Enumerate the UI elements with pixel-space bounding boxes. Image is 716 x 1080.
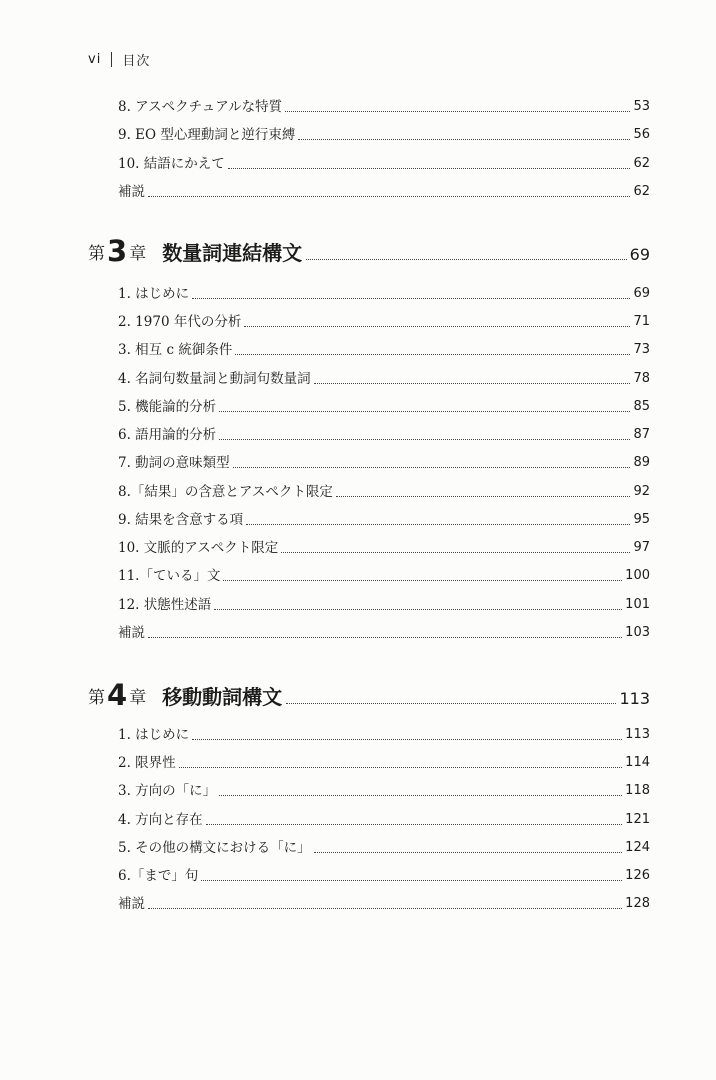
dot-leader: [206, 823, 623, 825]
toc-entry-title: 8.「結果」の含意とアスペクト限定: [118, 484, 333, 500]
dot-leader: [306, 258, 626, 260]
dot-leader: [298, 138, 630, 140]
toc-entry-title: 1. はじめに: [118, 286, 190, 302]
toc-entry-title: 補説: [118, 184, 145, 200]
toc-entry-title: 補説: [118, 896, 145, 912]
toc-entry-page: 126: [625, 868, 650, 883]
toc-entry-title: 10. 結語にかえて: [118, 156, 225, 172]
toc-entry-page: 114: [625, 755, 650, 770]
chapter-number: 4: [107, 678, 128, 712]
toc-entry-title: 2. 1970 年代の分析: [118, 314, 242, 330]
toc-entry-page: 113: [625, 727, 650, 742]
toc-entry[interactable]: [118, 307, 650, 331]
dot-leader: [148, 636, 622, 638]
toc-entry[interactable]: [118, 776, 650, 800]
dot-leader: [201, 879, 622, 881]
toc-entry[interactable]: [118, 618, 650, 642]
toc-entry[interactable]: [118, 748, 650, 772]
dot-leader: [235, 353, 630, 355]
toc-entry-page: 100: [625, 568, 650, 583]
toc-entry-title: 7. 動詞の意味類型: [118, 455, 230, 471]
dot-leader: [336, 495, 631, 497]
toc-entry[interactable]: [118, 92, 650, 116]
toc-entry-title: 10. 文脈的アスペクト限定: [118, 540, 279, 556]
chapter-number: 3: [107, 234, 128, 268]
chapter-suffix: 章: [129, 244, 147, 264]
dot-leader: [148, 907, 622, 909]
toc-entry-page: 92: [633, 484, 650, 499]
toc-entry[interactable]: [118, 861, 650, 885]
dot-leader: [314, 851, 623, 853]
toc-entry-page: 128: [625, 896, 650, 911]
toc-entry-page: 97: [633, 540, 650, 555]
toc-entry-page: 56: [633, 127, 650, 142]
dot-leader: [244, 325, 630, 327]
toc-entry-page: 95: [633, 512, 650, 527]
toc-entry-page: 69: [633, 286, 650, 301]
toc-entry-title: 3. 方向の「に」: [118, 783, 217, 799]
toc-entry[interactable]: [118, 533, 650, 557]
toc-entry[interactable]: [118, 420, 650, 444]
header-page-number: vi: [88, 52, 102, 67]
toc-entry[interactable]: [118, 279, 650, 303]
dot-leader: [314, 382, 631, 384]
chapter-page: 113: [619, 689, 650, 708]
dot-leader: [148, 195, 630, 197]
toc-entry-page: 78: [633, 371, 650, 386]
dot-leader: [219, 438, 630, 440]
toc-entry-title: 6. 語用論的分析: [118, 427, 217, 443]
toc-entry[interactable]: [118, 364, 650, 388]
toc-entry-title: 8. アスペクチュアルな特質: [118, 99, 283, 115]
toc-entry-page: 85: [633, 399, 650, 414]
dot-leader: [285, 110, 630, 112]
toc-entry-title: 4. 方向と存在: [118, 812, 203, 828]
toc-entry[interactable]: [118, 505, 650, 529]
chapter-title: 移動動詞構文: [162, 685, 283, 709]
toc-entry[interactable]: [118, 561, 650, 585]
chapter-prefix: 第: [88, 688, 105, 708]
toc-entry[interactable]: [118, 177, 650, 201]
dot-leader: [281, 551, 630, 553]
chapter-prefix: 第: [88, 244, 105, 264]
chapter-heading-4[interactable]: [88, 670, 650, 710]
toc-entry[interactable]: [118, 392, 650, 416]
chapter-title: 数量詞連結構文: [162, 241, 303, 265]
toc-entry-page: 103: [625, 625, 650, 640]
dot-leader: [192, 297, 630, 299]
toc-entry-title: 6.「まで」句: [118, 868, 199, 884]
dot-leader: [214, 608, 622, 610]
toc-entry-title: 9. 結果を含意する項: [118, 512, 244, 528]
dot-leader: [179, 766, 623, 768]
dot-leader: [223, 579, 622, 581]
toc-entry-page: 71: [633, 314, 650, 329]
dot-leader: [219, 410, 630, 412]
toc-entry-page: 118: [625, 783, 650, 798]
dot-leader: [228, 167, 631, 169]
toc-entry[interactable]: [118, 149, 650, 173]
toc-entry-page: 62: [633, 184, 650, 199]
chapter-label: [88, 680, 146, 710]
toc-entry[interactable]: [118, 590, 650, 614]
chapter-page: 69: [629, 245, 650, 264]
toc-entry[interactable]: [118, 833, 650, 857]
dot-leader: [286, 702, 616, 704]
toc-entry-page: 121: [625, 812, 650, 827]
toc-entry[interactable]: [118, 805, 650, 829]
chapter-suffix: 章: [129, 688, 147, 708]
toc-entry[interactable]: [118, 477, 650, 501]
toc-entry-title: 補説: [118, 625, 145, 641]
toc-entry-title: 2. 限界性: [118, 755, 176, 771]
toc-entry-title: 11.「ている」文: [118, 568, 221, 584]
toc-entry[interactable]: [118, 720, 650, 744]
dot-leader: [219, 794, 622, 796]
dot-leader: [246, 523, 630, 525]
toc-entry-page: 101: [625, 597, 650, 612]
dot-leader: [233, 466, 631, 468]
toc-entry-page: 62: [633, 156, 650, 171]
toc-entry-page: 89: [633, 455, 650, 470]
toc-entry[interactable]: [118, 335, 650, 359]
header-section-title: 目次: [122, 54, 151, 69]
toc-entry-title: 5. その他の構文における「に」: [118, 840, 311, 856]
toc-entry-title: 5. 機能論的分析: [118, 399, 217, 415]
toc-entry[interactable]: [118, 889, 650, 913]
header-separator: [111, 52, 112, 67]
toc-entry-title: 4. 名詞句数量詞と動詞句数量詞: [118, 371, 311, 387]
chapter-label: [88, 236, 146, 266]
dot-leader: [192, 738, 622, 740]
toc-entry[interactable]: [118, 120, 650, 144]
toc-entry-page: 87: [633, 427, 650, 442]
toc-entry-page: 53: [633, 99, 650, 114]
toc-entry-page: 124: [625, 840, 650, 855]
toc-entry-title: 1. はじめに: [118, 727, 190, 743]
toc-entry-title: 3. 相互 c 統御条件: [118, 342, 233, 358]
running-head: [88, 50, 150, 69]
toc-entry-title: 9. EO 型心理動詞と逆行束縛: [118, 127, 296, 143]
toc-entry-page: 73: [633, 342, 650, 357]
toc-entry[interactable]: [118, 448, 650, 472]
chapter-heading-3[interactable]: [88, 226, 650, 266]
toc-entry-title: 12. 状態性述語: [118, 597, 212, 613]
